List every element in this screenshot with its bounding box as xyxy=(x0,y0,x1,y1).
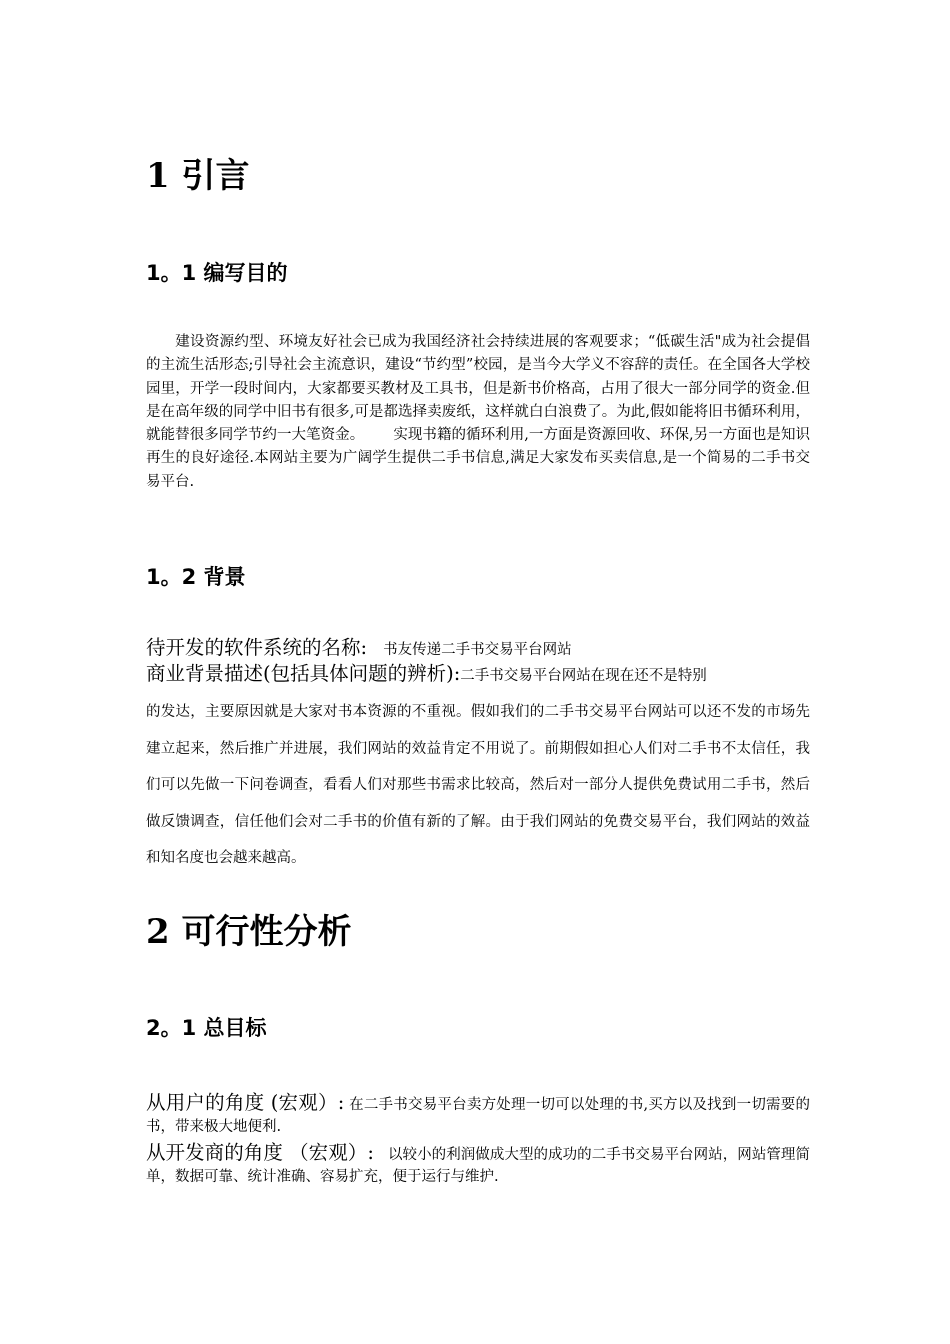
section-2-1-heading: 2。1 总目标 xyxy=(146,1016,267,1040)
system-name-line xyxy=(146,635,810,663)
business-desc-label: 商业背景描述(包括具体问题的辨析): xyxy=(146,662,461,685)
developer-perspective-text: 以较小的利润做成大型的成功的二手书交易平台网站，网站管理简单，数据可靠、统计准确、容易扩充，便于运行与维护. xyxy=(146,1147,810,1185)
section-2-heading: 2 可行性分析 xyxy=(146,912,352,952)
developer-perspective-paragraph xyxy=(146,1140,810,1188)
purpose-text-a: 建设资源约型、环境友好社会已成为我国经济社会持续进展的客观要求；“低碳生活"成为社会提倡的主流生活形态;引导社会主流意识，建设“节约型”校园，是当今大学义不容辞的责任。在全国各大学校园里，开学一段时间内，大家都要买教材及工具书，但是新书价格高，占用了很大一部分同学的资金.但是在高年级的同学中旧书有很多,可是都选择卖废纸，这样就白白浪费了。为此,假如能将旧书循环利用，就能替很多同学节约一大笔资金。 xyxy=(146,334,810,444)
purpose-text-b: 实现书籍的循环利用,一方面是资源回收、环保,另一方面也是知识再生的良好途径.本网站主要为广阔学生提供二手书信息,满足大家发布买卖信息,是一个简易的二手书交易平台. xyxy=(146,427,811,490)
business-desc-line xyxy=(146,661,810,690)
business-desc-first: 二手书交易平台网站在现在还不是特别 xyxy=(460,668,707,684)
user-perspective-text: 在二手书交易平台卖方处理一切可以处理的书,买方以及找到一切需要的书，带来极大地便利. xyxy=(146,1097,810,1135)
developer-perspective-label: 从开发商的角度 （宏观）: xyxy=(146,1141,374,1164)
user-perspective-label: 从用户的角度 (宏观）: xyxy=(146,1091,345,1114)
section-1-heading: 1 引言 xyxy=(146,156,250,196)
section-1-2-heading: 1。2 背景 xyxy=(146,565,246,589)
business-desc-paragraph: 的发达，主要原因就是大家对书本资源的不重视。假如我们的二手书交易平台网站可以还不发的市场先建立起来，然后推广并进展，我们网站的效益肯定不用说了。前期假如担心人们对二手书不太信任，我们可以先做一下问卷调查，看看人们对那些书需求比较高，然后对一部分人提供免费试用二手书，然后做反馈调查，信任他们会对二手书的价值有新的了解。由于我们网站的免费交易平台，我们网站的效益和知名度也会越来越高。 xyxy=(146,704,810,866)
system-name-value: 书友传递二手书交易平台网站 xyxy=(383,642,572,658)
purpose-paragraph xyxy=(146,331,810,494)
user-perspective-paragraph xyxy=(146,1090,810,1138)
section-1-1-heading: 1。1 编写目的 xyxy=(146,261,288,285)
system-name-label: 待开发的软件系统的名称: xyxy=(146,636,368,659)
